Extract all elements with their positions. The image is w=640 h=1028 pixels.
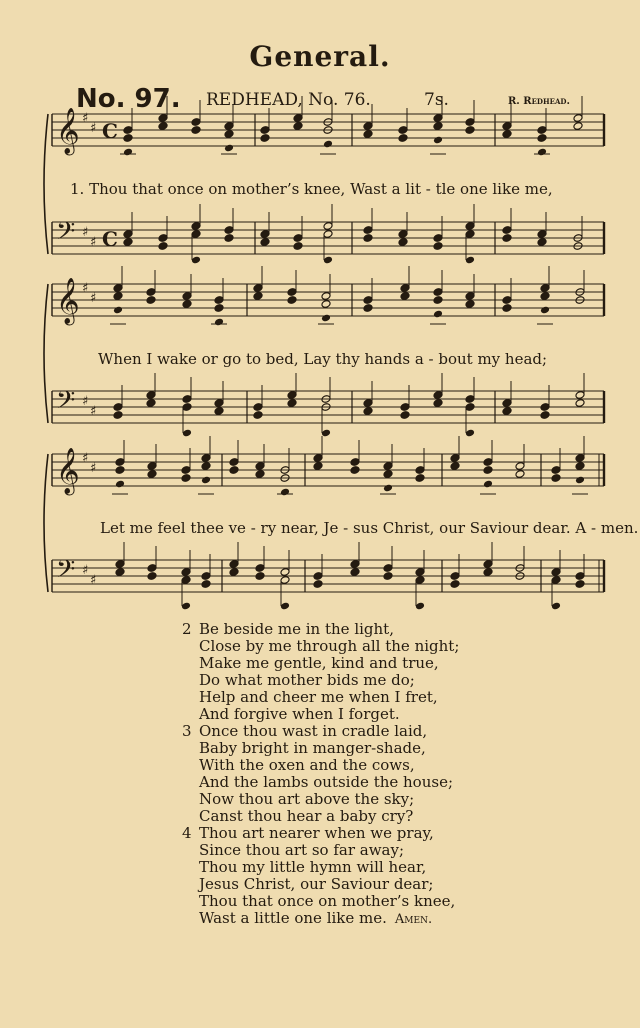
section-title: General. [249, 40, 391, 73]
note-head [214, 304, 224, 313]
verse-line: Jesus Christ, our Saviour dear; [199, 875, 434, 893]
note-head [433, 136, 443, 145]
note-head [224, 130, 234, 139]
note-head [253, 411, 263, 420]
note-head [483, 480, 493, 489]
verse-line: Thou art nearer when we pray, [199, 824, 434, 842]
note-head [214, 318, 224, 327]
verse-line: With the oxen and the cows, [199, 756, 415, 774]
verse-line: And the lambs outside the house; [199, 773, 454, 791]
sharp-icon: ♯ [90, 291, 97, 306]
note-head [575, 399, 585, 408]
note-head [540, 411, 550, 420]
note-head [115, 466, 125, 475]
verse-line: Once thou wast in cradle laid, [199, 722, 428, 740]
note-head [540, 306, 550, 315]
verse-2 [182, 621, 459, 723]
note-head [253, 292, 263, 301]
note-head [415, 474, 425, 483]
lyric-line-1: 1. Thou that once on mother’s knee, Wast a lit - tle one like me, [70, 180, 553, 198]
note-head [573, 122, 583, 131]
note-head [433, 310, 443, 319]
treble-clef-icon: 𝄞 [56, 448, 80, 494]
note-head [287, 296, 297, 305]
sharp-icon: ♯ [82, 281, 89, 296]
note-head [293, 122, 303, 131]
note-head [321, 300, 331, 309]
note-head [502, 234, 512, 243]
sharp-icon: ♯ [82, 394, 89, 409]
composer: R. Redhead. [508, 96, 570, 107]
verse-line: Now thou art above the sky; [199, 790, 415, 808]
note-head [260, 134, 270, 143]
hymn-number: No. 97. [76, 84, 181, 114]
treble-clef-icon: 𝄞 [56, 278, 80, 324]
note-head [350, 466, 360, 475]
note-head [313, 580, 323, 589]
note-head [383, 572, 393, 581]
note-head [201, 580, 211, 589]
system-brace [44, 454, 48, 592]
note-head [363, 234, 373, 243]
verse-line: Do what mother bids me do; [199, 671, 415, 689]
system-brace [44, 114, 48, 254]
verses [182, 621, 459, 927]
note-head [465, 126, 475, 135]
verse-number: 3 [182, 722, 192, 740]
note-head [350, 568, 360, 577]
note-head [123, 148, 133, 157]
note-head [575, 580, 585, 589]
sharp-icon: ♯ [82, 451, 89, 466]
note-head [551, 474, 561, 483]
sharp-icon: ♯ [90, 121, 97, 136]
note-head [502, 130, 512, 139]
verse-line: Thou my little hymn will hear, [199, 858, 427, 876]
note-head [537, 238, 547, 247]
verse-line: Wast a little one like me. [199, 909, 387, 927]
sharp-icon: ♯ [90, 235, 97, 250]
note-head [201, 462, 211, 471]
lyric-line-2: When I wake or go to bed, Lay thy hands a - bout my head; [98, 350, 548, 368]
note-head [224, 234, 234, 243]
sharp-icon: ♯ [82, 225, 89, 240]
note-head [433, 122, 443, 131]
note-head [113, 292, 123, 301]
sharp-icon: ♯ [82, 111, 89, 126]
note-head [537, 148, 547, 157]
note-head [433, 399, 443, 408]
sharp-icon: ♯ [90, 404, 97, 419]
common-time-icon: C [102, 119, 118, 143]
note-head [575, 476, 585, 485]
sharp-icon: ♯ [90, 461, 97, 476]
verse-3 [182, 723, 459, 825]
note-head [147, 572, 157, 581]
note-head [229, 568, 239, 577]
note-head [575, 462, 585, 471]
verse-line: Since thou art so far away; [199, 841, 405, 859]
note-head [383, 484, 393, 493]
note-head [540, 292, 550, 301]
note-head [433, 296, 443, 305]
note-head [465, 300, 475, 309]
meter: 7s. [424, 90, 449, 110]
note-head [323, 140, 333, 149]
note-head [483, 466, 493, 475]
tune-name: REDHEAD, No. 76. [206, 90, 371, 110]
note-head [214, 407, 224, 416]
note-head [502, 304, 512, 313]
system-brace [44, 284, 48, 423]
note-head [255, 572, 265, 581]
note-head [158, 242, 168, 251]
verse-line: Help and cheer me when I fret, [199, 688, 438, 706]
note-head [255, 470, 265, 479]
note-head [146, 399, 156, 408]
note-head [293, 242, 303, 251]
note-head [229, 466, 239, 475]
verse-line: Close by me through all the night; [199, 637, 460, 655]
note-head [201, 476, 211, 485]
verse-4 [182, 825, 459, 927]
note-head [398, 238, 408, 247]
note-head [400, 292, 410, 301]
verse-number: 4 [182, 824, 192, 842]
note-head [450, 580, 460, 589]
note-head [260, 238, 270, 247]
note-head [280, 488, 290, 497]
treble-clef-icon: 𝄞 [56, 108, 80, 154]
lyric-line-3: Let me feel thee ve - ry near, Je - sus Christ, our Saviour dear. A - men. [100, 519, 639, 537]
note-head [383, 470, 393, 479]
note-head [363, 407, 373, 416]
note-head [363, 130, 373, 139]
note-head [146, 296, 156, 305]
sharp-icon: ♯ [90, 573, 97, 588]
verse-line: Thou that once on mother’s knee, [199, 892, 456, 910]
note-head [400, 411, 410, 420]
verse-number: 2 [182, 620, 192, 638]
verse-line: Baby bright in manger-shade, [199, 739, 426, 757]
note-head [113, 411, 123, 420]
verse-line: And forgive when I forget. [199, 705, 400, 723]
note-head [147, 470, 157, 479]
bass-clef-icon: 𝄢 [56, 555, 76, 590]
note-head [115, 480, 125, 489]
bass-clef-icon: 𝄢 [56, 217, 76, 252]
verse-line: Canst thou hear a baby cry? [199, 807, 414, 825]
note-head [433, 242, 443, 251]
note-head [123, 134, 133, 143]
note-head [537, 134, 547, 143]
note-head [123, 238, 133, 247]
note-head [502, 407, 512, 416]
verse-line: Make me gentle, kind and true, [199, 654, 439, 672]
note-head [113, 306, 123, 315]
verse-line: Be beside me in the light, [199, 620, 394, 638]
note-head [181, 474, 191, 483]
common-time-icon: C [102, 227, 118, 251]
note-head [115, 568, 125, 577]
note-head [224, 144, 234, 153]
note-head [321, 314, 331, 323]
note-head [182, 300, 192, 309]
note-head [287, 399, 297, 408]
note-head [515, 470, 525, 479]
note-head [450, 462, 460, 471]
note-head [398, 134, 408, 143]
note-head [313, 462, 323, 471]
bass-clef-icon: 𝄢 [56, 386, 76, 421]
sharp-icon: ♯ [82, 563, 89, 578]
note-head [483, 568, 493, 577]
note-head [158, 122, 168, 131]
amen-label: Amen. [394, 912, 433, 927]
note-head [363, 304, 373, 313]
note-head [191, 126, 201, 135]
